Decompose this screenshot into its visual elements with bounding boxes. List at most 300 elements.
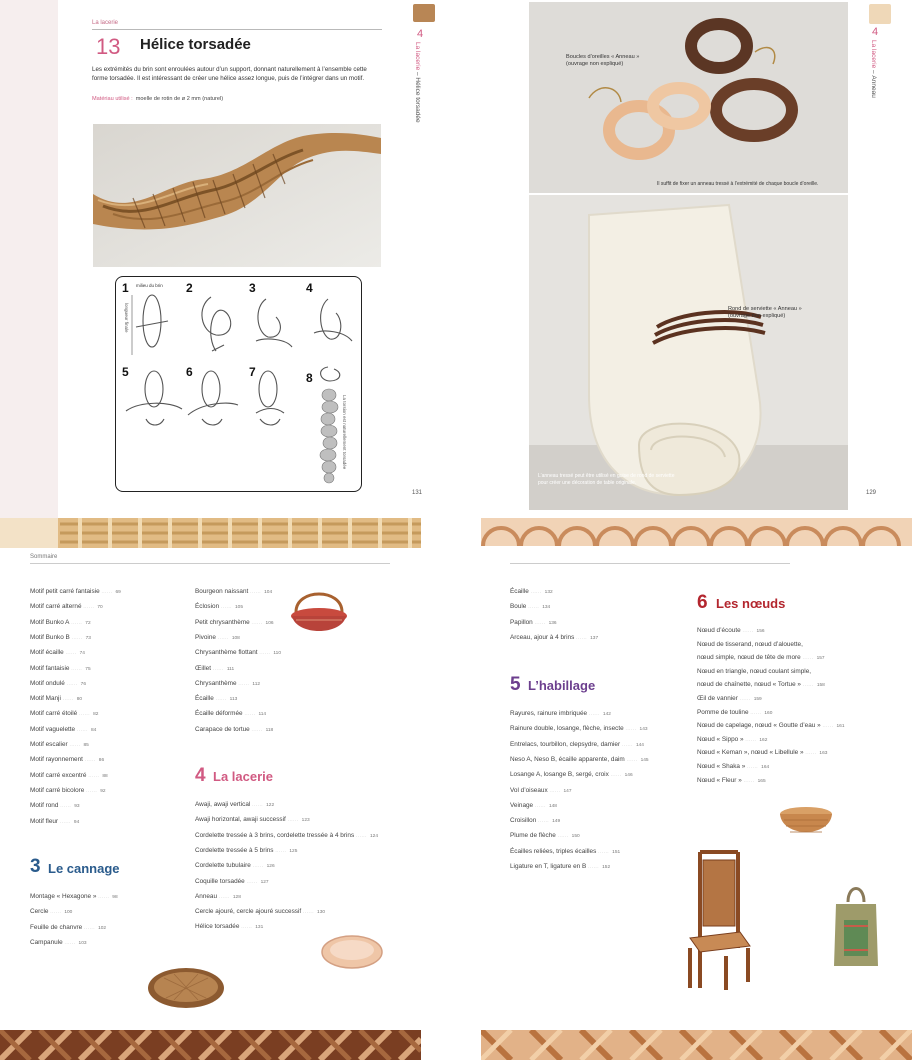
toc-entry-page: 127 — [260, 879, 269, 885]
toc-entry-title: Écailles reliées, triples écailles — [510, 847, 597, 855]
toc-entry-page: 124 — [369, 833, 378, 839]
toc-entry-page: 159 — [753, 697, 762, 702]
toc-entry-page: 130 — [317, 910, 326, 916]
napkin-caption-note: (ouvrage non expliqué) — [728, 313, 786, 320]
toc-leader-dots: ...... — [354, 833, 367, 839]
toc-entry — [697, 763, 769, 770]
toc-entry — [510, 832, 580, 839]
step-number: 4 — [306, 281, 313, 295]
toc-entry — [195, 695, 237, 702]
toc-entry-page: 105 — [235, 605, 244, 611]
toc-leader-dots: ...... — [741, 778, 755, 784]
toc-entry-page: 162 — [759, 737, 768, 743]
toc-entry-page: 88 — [102, 773, 108, 779]
step-number: 7 — [249, 365, 256, 379]
toc-entry-page: 74 — [79, 651, 85, 657]
toc-entry-page: 137 — [590, 635, 599, 641]
earrings-tip: Il suffit de fixer un anneau tressé à l’extrémité de chaque boucle d’oreille. — [657, 181, 819, 187]
toc-entry-title: Bourgeon naissant — [195, 588, 249, 595]
materials-line — [92, 96, 223, 102]
toc-entry — [510, 634, 598, 641]
toc-entry-title: Chrysanthème — [195, 679, 237, 687]
basket-image — [288, 582, 350, 640]
toc-entry-page: 158 — [816, 683, 825, 689]
toc-column — [30, 588, 180, 838]
napkin-note-line-1: L’anneau tressé peut être utilisé en guise de rond de serviette — [538, 473, 675, 479]
toc-entry-title: Veinage — [510, 801, 534, 809]
toc-entry-title: Rayures, rainure imbriquée — [510, 710, 588, 717]
toc-entry — [195, 680, 260, 687]
toc-entry — [30, 939, 87, 946]
step-number: 5 — [122, 365, 129, 379]
toc-entry-title: Cordelette tressée à 5 brins — [195, 846, 274, 854]
toc-entry-title: Motif Bunko A — [30, 618, 70, 626]
intro-text: Les extrémités du brin sont enroulées autour d’un support, donnant naturellement à l’ensemble cette forme torsadée. Il est intéressant de créer une hélice assez longue, puis de l’intégrer dans un motif. — [92, 66, 367, 82]
toc-header-rule — [510, 563, 790, 564]
toc-entry-page: 144 — [635, 742, 644, 748]
step1-side-note: longueur finale — [124, 303, 129, 333]
toc-leader-dots: ...... — [748, 710, 762, 716]
toc-entry-page: 161 — [836, 724, 845, 730]
toc-entry-title: Cordelette tubulaire — [195, 862, 251, 870]
toc-leader-dots: ...... — [586, 865, 600, 870]
toc-leader-dots: ...... — [77, 712, 91, 718]
toc-leader-dots: ...... — [67, 743, 81, 748]
toc-entry — [30, 756, 104, 763]
toc-leader-dots: ...... — [249, 727, 263, 733]
toc-leader-dots: ...... — [803, 751, 817, 757]
toc-leader-dots: ...... — [99, 590, 113, 595]
toc-entry-title: Éclosion — [195, 603, 220, 611]
toc-entry-page: 126 — [266, 864, 275, 870]
toc-entry-title: Neso A, Neso B, écaille apparente, daim — [510, 755, 625, 763]
toc-leader-dots: ...... — [273, 848, 287, 854]
materials-value: moelle de rotin de ø 2 mm (naturel) — [135, 96, 224, 102]
chapter-title: La lacerie — [213, 769, 273, 784]
toc-leader-dots: ...... — [528, 590, 542, 595]
toc-entry-page: 108 — [231, 635, 240, 641]
chapter-title: Les nœuds — [716, 596, 786, 611]
toc-entry-title: Écaille déformée — [195, 710, 243, 718]
toc-leader-dots: ...... — [236, 681, 250, 687]
toc-entry-page: 122 — [266, 803, 275, 808]
toc-leader-dots: ...... — [574, 635, 588, 641]
toc-entry-title: Coquille torsadée — [195, 877, 245, 885]
step8-note: La torsion est naturellement torsadée — [342, 395, 347, 470]
toc-leader-dots: ...... — [587, 712, 600, 717]
oval-tray-image — [144, 960, 228, 1012]
toc-entry-page: 112 — [252, 681, 261, 687]
toc-column — [195, 801, 410, 941]
toc-entry-title: Feuille de chanvre — [30, 923, 83, 931]
toc-entry-title: Cercle ajouré, cercle ajouré successif — [195, 908, 302, 916]
toc-entry-page: 94 — [73, 819, 80, 825]
toc-entry-title: Nœud de capelage, nœud « Goutte d’eau » — [697, 722, 821, 730]
chapter-number: 3 — [30, 856, 41, 877]
toc-entry-title: Motif rayonnement — [30, 756, 83, 764]
toc-entry-title: Motif fantaisie — [30, 664, 70, 672]
toc-entry — [30, 741, 89, 748]
toc-entry — [697, 668, 811, 675]
bag-image — [832, 880, 880, 970]
toc-entry-title: Motif Manji — [30, 695, 61, 703]
toc-entry-page: 163 — [819, 751, 828, 757]
toc-entry-page: 111 — [226, 666, 235, 672]
toc-entry — [510, 710, 611, 717]
toc-entry — [195, 588, 272, 595]
toc-entry — [697, 722, 845, 729]
toc-entry — [195, 893, 241, 900]
toc-entry-page: 75 — [85, 666, 91, 672]
toc-entry-title: Anneau — [195, 892, 218, 900]
toc-header-rule — [30, 563, 390, 564]
toc-entry-title: Ligature en T, ligature en B — [510, 863, 587, 870]
toc-leader-dots: ...... — [244, 879, 258, 885]
toc-entry-title: Motif petit carré fantaisie — [30, 588, 100, 595]
toc-entry-title: Motif carré alterné — [30, 603, 82, 611]
side-tab-section: Anneau — [870, 75, 877, 98]
toc-entry — [510, 817, 560, 824]
toc-leader-dots: ...... — [215, 635, 229, 641]
toc-leader-dots: ...... — [800, 683, 814, 689]
toc-entry-title: Motif carré étoilé — [30, 710, 78, 718]
toc-entry-page: 128 — [232, 894, 241, 900]
toc-entry — [195, 862, 275, 869]
toc-entry-page: 106 — [265, 620, 274, 626]
toc-entry-title: Papillon — [510, 618, 533, 626]
toc-entry — [510, 603, 550, 610]
toc-leader-dots: ...... — [820, 724, 834, 730]
toc-entry — [195, 878, 269, 885]
toc-leader-dots: ...... — [740, 629, 754, 634]
toc-entry-page: 69 — [115, 590, 121, 595]
toc-entry — [195, 634, 240, 641]
toc-entry-title: Nœud de tisserand, nœud d’alouette, — [697, 640, 803, 648]
toc-entry-page: 98 — [112, 895, 118, 900]
napkin-note — [538, 473, 674, 486]
toc-entry — [195, 801, 274, 808]
steps-diagram — [115, 276, 362, 492]
toc-leader-dots: ...... — [75, 727, 88, 733]
toc-entry-page: 152 — [602, 865, 611, 870]
toc-leader-dots: ...... — [624, 757, 638, 763]
toc-entry — [30, 603, 103, 610]
toc-entry — [697, 654, 825, 661]
toc-entry — [510, 588, 553, 595]
step-number: 1 — [122, 281, 129, 295]
toc-entry — [30, 893, 118, 900]
toc-entry — [195, 726, 273, 733]
toc-entry-page: 136 — [548, 620, 557, 626]
toc-entry-title: Montage « Hexagone » — [30, 893, 97, 900]
toc-leader-dots: ...... — [623, 727, 637, 733]
toc-entry-page: 149 — [552, 819, 561, 825]
toc-entry — [30, 802, 80, 809]
toc-leader-dots: ...... — [745, 765, 759, 770]
toc-entry — [30, 619, 91, 626]
toc-entry-title: Rainure double, losange, flèche, insecte — [510, 725, 624, 733]
toc-entry-page: 82 — [93, 712, 99, 718]
toc-entry — [195, 832, 378, 839]
chapter-number: 4 — [195, 765, 206, 786]
toc-leader-dots: ...... — [219, 605, 232, 611]
toc-entry-title: Nœud d’écoute — [697, 627, 741, 634]
napkin-photo — [529, 195, 848, 510]
toc-entry — [697, 627, 765, 634]
toc-entry — [30, 588, 121, 595]
toc-leader-dots: ...... — [737, 697, 751, 702]
toc-entry-title: Cordelette tressée à 3 brins, cordelette tressée à 4 brins — [195, 831, 355, 839]
toc-entry-title: Cercle — [30, 908, 49, 916]
small-basket-image — [776, 804, 836, 840]
toc-leader-dots: ...... — [84, 788, 98, 794]
toc-entry-title: Entrelacs, tourbillon, clepsydre, damier — [510, 740, 621, 748]
materials-label: Matériau utilisé : — [92, 96, 133, 102]
side-tab-number: 4 — [417, 28, 424, 40]
toc-leader-dots: ...... — [248, 590, 262, 595]
toc-entry-title: Œillet — [195, 664, 211, 672]
toc-entry-title: Arceau, ajour à 4 brins — [510, 633, 575, 641]
toc-entry-title: Motif ondulé — [30, 679, 65, 687]
toc-leader-dots: ...... — [64, 681, 78, 687]
toc-entry-page: 100 — [64, 910, 73, 916]
page-number: 129 — [866, 490, 877, 496]
toc-header: Sommaire — [30, 554, 58, 560]
toc-entry-title: Plume de flèche — [510, 832, 556, 840]
toc-entry-page: 143 — [639, 727, 648, 733]
side-tab-chapter: La lacerie — [870, 40, 877, 69]
chapter-number: 6 — [697, 592, 708, 613]
toc-entry — [697, 736, 767, 743]
side-tab: La lacerie – Anneau — [870, 40, 877, 98]
toc-entry-title: Motif carré bicolore — [30, 786, 85, 794]
toc-entry — [195, 710, 266, 717]
toc-entry-page: 148 — [548, 803, 557, 809]
toc-entry-page: 131 — [255, 925, 264, 931]
toc-leader-dots: ...... — [239, 925, 253, 931]
toc-leader-dots: ...... — [249, 620, 263, 626]
toc-entry-page: 157 — [816, 656, 825, 662]
toc-entry-title: Motif rond — [30, 802, 59, 810]
toc-entry — [30, 924, 106, 931]
step-number: 3 — [249, 281, 256, 295]
toc-leader-dots: ...... — [257, 651, 271, 657]
toc-entry — [510, 771, 633, 778]
napkin-caption-title: Rond de serviette « Anneau » — [728, 306, 802, 312]
toc-column — [697, 627, 902, 807]
chair-image — [686, 848, 752, 992]
chapter-label: La lacerie — [92, 20, 119, 26]
toc-entry-title: Nœud « Sippo » — [697, 735, 744, 743]
toc-entry-title: Pivoine — [195, 633, 216, 641]
toc-entry-page: 150 — [571, 834, 580, 840]
toc-entry — [510, 741, 644, 748]
side-tab-number: 4 — [872, 26, 879, 38]
toc-entry-title: Œil de vannier — [697, 695, 738, 702]
toc-entry-title: Petit chrysanthème — [195, 618, 250, 626]
page-number: 131 — [412, 490, 423, 496]
chapter-title: Le cannage — [48, 861, 120, 876]
toc-entry-page: 125 — [289, 848, 298, 854]
toc-entry-page: 132 — [544, 590, 553, 595]
tab-thumbnail — [413, 4, 435, 22]
toc-leader-dots: ...... — [620, 742, 633, 748]
tab-thumbnail — [869, 4, 891, 24]
toc-entry — [195, 816, 310, 823]
toc-leader-dots: ...... — [242, 712, 256, 718]
chapter-number: 5 — [510, 674, 521, 695]
toc-entry — [697, 641, 803, 648]
toc-entry-page: 156 — [756, 629, 765, 634]
toc-entry-page: 142 — [602, 712, 611, 717]
toc-leader-dots: ...... — [69, 635, 83, 641]
step-number: 6 — [186, 365, 193, 379]
toc-entry-page: 84 — [90, 727, 97, 733]
toc-entry — [195, 619, 274, 626]
toc-entry — [697, 681, 825, 688]
page-gutter — [0, 0, 58, 518]
toc-entry — [510, 756, 649, 763]
steps-illustrations — [116, 277, 361, 491]
toc-leader-dots: ...... — [596, 849, 610, 855]
toc-leader-dots: ...... — [86, 773, 100, 779]
header-rule — [92, 29, 382, 30]
toc-column — [30, 893, 180, 953]
toc-entry — [195, 649, 281, 656]
wicker-strip — [481, 518, 912, 546]
toc-entry-page: 113 — [229, 697, 238, 703]
section-number: 13 — [96, 34, 121, 59]
napkin-caption — [728, 306, 802, 320]
toc-entry-page: 123 — [301, 818, 310, 824]
step-number: 2 — [186, 281, 193, 295]
toc-entry — [697, 709, 772, 716]
toc-entry-title: Nœud « Shaka » — [697, 763, 746, 770]
toc-column — [510, 710, 690, 880]
napkin-note-line-2: pour créer une décoration de table originale. — [538, 479, 637, 486]
toc-entry — [30, 680, 86, 687]
earrings-caption-note: (ouvrage non expliqué) — [566, 61, 624, 68]
toc-entry — [510, 725, 648, 732]
side-tab-section: Hélice torsadée — [414, 77, 421, 123]
toc-entry — [510, 863, 610, 870]
toc-leader-dots: ...... — [82, 758, 96, 764]
toc-entry-title: Losange A, losange B, sergé, croix — [510, 771, 609, 779]
toc-entry-page: 86 — [98, 758, 105, 764]
toc-entry-title: Motif fleur — [30, 817, 59, 825]
toc-entry-title: Motif escalier — [30, 741, 68, 748]
toc-entry-title: Hélice torsadée — [195, 923, 240, 931]
toc-leader-dots: ...... — [555, 834, 569, 840]
toc-entry-page: 160 — [764, 710, 773, 716]
toc-entry — [30, 726, 96, 733]
toc-entry-title: Chrysanthème flottant — [195, 649, 258, 657]
toc-entry — [30, 787, 106, 794]
round-tray-image — [320, 932, 384, 972]
toc-leader-dots: ...... — [301, 910, 315, 916]
wicker-strip — [0, 518, 421, 548]
toc-entry-title: nœud simple, nœud de tête de more — [697, 654, 801, 662]
toc-entry-page: 151 — [612, 849, 621, 855]
step1-note: milieu du brin — [136, 283, 163, 288]
toc-leader-dots: ...... — [217, 894, 230, 900]
toc-entry-page: 146 — [624, 773, 633, 779]
toc-entry-page: 110 — [273, 651, 282, 657]
toc-leader-dots: ...... — [58, 804, 72, 810]
toc-leader-dots: ...... — [526, 605, 540, 611]
toc-leader-dots: ...... — [69, 666, 83, 672]
earrings-caption — [566, 54, 639, 68]
toc-entry-page: 147 — [563, 788, 572, 794]
toc-entry-title: Campanule — [30, 938, 63, 946]
toc-entry-page: 103 — [78, 940, 87, 946]
toc-entry-title: Croisillon — [510, 817, 537, 825]
toc-entry-page: 80 — [76, 697, 83, 703]
toc-entry-page: 102 — [98, 925, 107, 931]
toc-entry — [510, 619, 557, 626]
toc-entry-page: 72 — [85, 620, 91, 626]
wicker-strip — [0, 1030, 421, 1060]
toc-leader-dots: ...... — [60, 697, 74, 703]
toc-entry-page: 114 — [258, 712, 267, 718]
wicker-strip — [481, 1030, 912, 1060]
toc-entry — [697, 695, 762, 702]
toc-leader-dots: ...... — [536, 819, 550, 825]
toc-leader-dots: ...... — [69, 620, 83, 626]
toc-leader-dots: ...... — [96, 895, 110, 900]
toc-entry-title: Nœud « Keman », nœud « Libellule » — [697, 749, 804, 757]
toc-entry-title: Awaji horizontal, awaji successif — [195, 816, 286, 824]
toc-entry — [697, 749, 827, 756]
toc-leader-dots: ...... — [62, 940, 76, 946]
toc-entry — [195, 665, 234, 672]
toc-entry — [30, 634, 91, 641]
toc-entry-title: Motif écaille — [30, 649, 64, 657]
side-tab: La lacerie – Hélice torsadée — [414, 42, 421, 123]
toc-leader-dots: ...... — [82, 925, 96, 931]
toc-entry-title: Écaille — [510, 588, 529, 595]
toc-leader-dots: ...... — [608, 773, 622, 779]
toc-entry-title: Carapace de tortue — [195, 725, 250, 733]
chapter-title: L’habillage — [528, 678, 596, 693]
toc-entry — [30, 710, 98, 717]
toc-entry — [510, 787, 572, 794]
toc-entry — [30, 772, 108, 779]
toc-entry-title: Nœud en triangle, nœud coulant simple, — [697, 667, 812, 675]
toc-entry-page: 165 — [757, 778, 766, 784]
toc-entry-page: 92 — [100, 788, 106, 794]
helix-photo — [93, 124, 381, 267]
earrings-photo — [529, 2, 848, 193]
toc-entry-title: Motif Bunko B — [30, 633, 70, 641]
toc-entry-title: Pomme de touline — [697, 708, 749, 716]
toc-entry-page: 85 — [83, 743, 89, 748]
toc-entry-page: 70 — [97, 605, 103, 611]
toc-entry-title: Boule — [510, 603, 527, 611]
toc-entry-title: Écaille — [195, 695, 214, 703]
toc-entry-title: Awaji, awaji vertical — [195, 801, 251, 808]
toc-entry — [30, 649, 85, 656]
toc-leader-dots: ...... — [800, 656, 814, 662]
toc-entry — [195, 847, 297, 854]
toc-leader-dots: ...... — [213, 697, 227, 703]
toc-entry-page: 73 — [85, 635, 91, 641]
toc-entry — [697, 777, 766, 784]
toc-entry-title: Motif vaguelette — [30, 725, 76, 733]
toc-entry-page: 134 — [542, 605, 551, 611]
toc-leader-dots: ...... — [210, 666, 224, 672]
earrings-caption-title: Boucles d’oreilles « Anneau » — [566, 54, 640, 60]
